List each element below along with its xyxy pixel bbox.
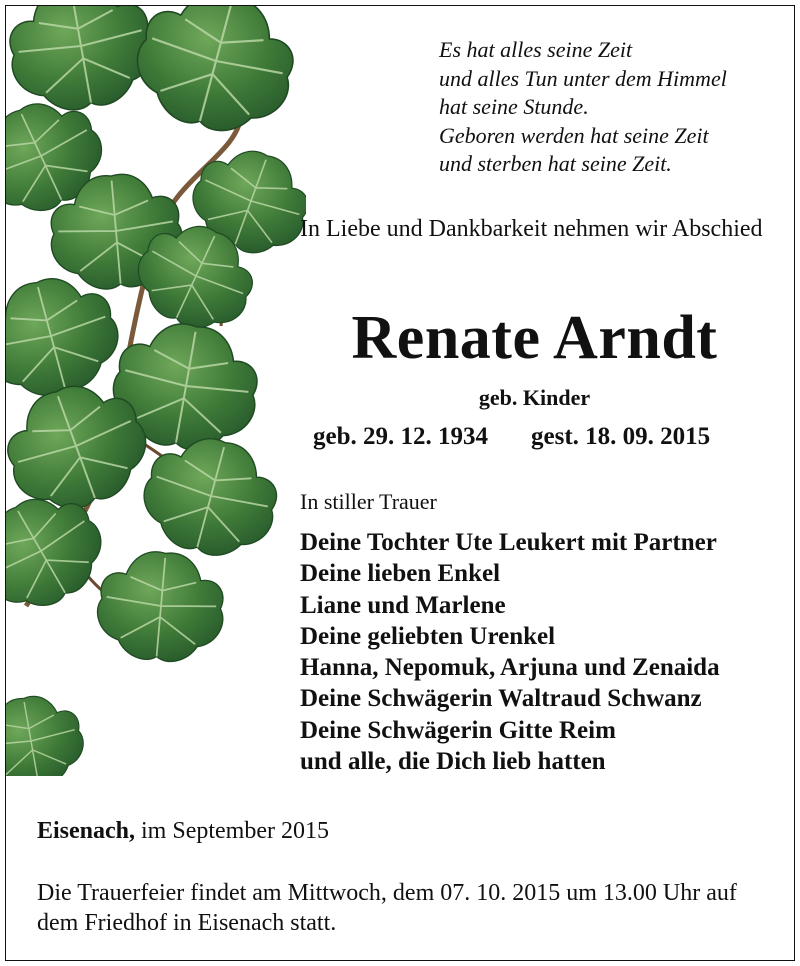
ivy-leaves-image <box>6 6 306 776</box>
mourner-line: Deine Schwägerin Gitte Reim <box>300 716 616 744</box>
birth-date: geb. 29. 12. 1934 <box>313 423 488 450</box>
death-date: gest. 18. 09. 2015 <box>531 423 711 450</box>
mourner-line: Deine Tochter Ute Leukert mit Partner <box>300 529 717 556</box>
place-city: Eisenach, <box>37 818 136 844</box>
maiden-name: geb. Kinder <box>478 385 591 410</box>
motto-line: und sterben hat seine Zeit. <box>439 151 672 176</box>
place-date: im September 2015 <box>135 818 329 844</box>
mourner-line: und alle, die Dich lieb hatten <box>300 748 606 776</box>
mourner-line: Deine geliebten Urenkel <box>300 622 556 650</box>
mourner-line: Liane und Marlene <box>300 591 506 619</box>
mourner-line: Deine Schwägerin Waltraud Schwanz <box>300 685 702 713</box>
funeral-service-notice: Die Trauerfeier findet am Mittwoch, dem 07. 10. 2015 um 13.00 Uhr auf dem Friedhof in Eisenach statt. <box>37 880 737 936</box>
mourning-intro: In stiller Trauer <box>300 489 437 514</box>
motto-line: Es hat alles seine Zeit <box>439 37 633 62</box>
place-and-date <box>37 816 329 846</box>
life-dates <box>313 421 710 453</box>
motto-line: Geboren werden hat seine Zeit <box>439 122 709 148</box>
mourner-line: Hanna, Nepomuk, Arjuna und Zenaida <box>300 654 720 682</box>
motto-poem <box>439 36 727 179</box>
farewell-text: In Liebe und Dankbarkeit nehmen wir Abschied <box>300 216 763 242</box>
mourner-line: Deine lieben Enkel <box>300 560 501 588</box>
mourners-list <box>300 527 720 777</box>
motto-line: und alles Tun unter dem Himmel <box>439 65 727 91</box>
obituary-card <box>5 5 795 961</box>
deceased-name: Renate Arndt <box>351 304 718 372</box>
motto-line: hat seine Stunde. <box>439 94 589 119</box>
